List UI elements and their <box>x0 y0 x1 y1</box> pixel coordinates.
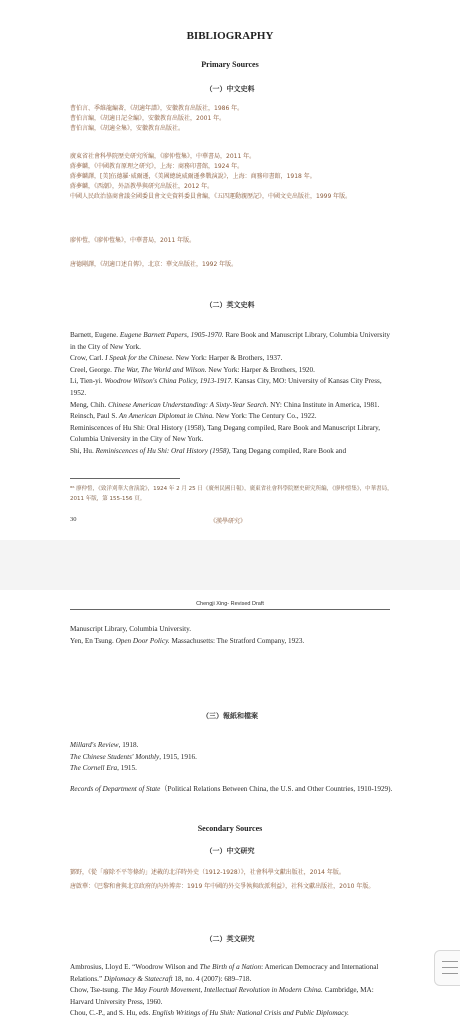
reference-item: 鄧野，《從「廢除不平等條約」述載的北洋時外史（1912-1928）》，社會科學文獻出版社，2014 年版。 <box>70 869 345 876</box>
reference-item: Records of Department of State（Political Relations Between China, the U.S. and Other Countries, 1910-1929). <box>70 785 393 793</box>
reference-item: Barnett, Eugene. Eugene Barnett Papers, 1905-1970. Rare Book and Manuscript Library, Columbia University in the City of New York. <box>70 331 390 351</box>
newspapers-archives-heading: （三）報紙和檔案 <box>202 712 258 720</box>
reference-item: Chow, Tse-tsung. The May Fourth Movement, Intellectual Revolution in Modern China. Cambridge, MA: Harvard University Press, 1960. <box>70 986 374 1006</box>
primary-sources-heading: Primary Sources <box>201 60 259 69</box>
reference-item: Yen, En Tsung. Open Door Policy. Massachusetts: The Stratford Company, 1923. <box>70 636 305 645</box>
handle-line-icon <box>442 973 458 974</box>
reference-item: Meng, Chih. Chinese American Understanding: A Sixty-Year Search. NY: China Institute in America, 1981. <box>70 400 380 409</box>
reference-item: Creel, George. The War, The World and Wilson. New York: Harper & Brothers, 1920. <box>70 365 315 374</box>
reference-item: 曹伯言編，《胡適全集》，安徽教育出版社。 <box>70 125 185 132</box>
continued-refs <box>70 624 396 647</box>
reference-item: 唐啟華：《巴黎和會與北京政府的內外博弈：1919 年中國的外交爭執與政派利益》，社科文獻出版社，2010 年版。 <box>70 883 375 890</box>
reference-item: Shi, Hu. Reminiscences of Hu Shi: Oral History (1958), Tang Degang compiled, Rare Book and <box>70 446 347 455</box>
page-title: BIBLIOGRAPHY <box>186 30 274 42</box>
chinese-sources-heading: （一）中文史料 <box>205 85 255 93</box>
reference-item: 廖仲愷，《廖仲愷集》，中華書局，2011 年版。 <box>70 237 196 244</box>
page-gap <box>0 540 460 590</box>
english-studies-heading: （二）英文研究 <box>205 935 255 943</box>
reference-item: 蔣夢麟，《西潮》，外語教學與研究出版社，2012 年。 <box>70 183 214 190</box>
reference-item: Reminiscences of Hu Shi: Oral History (1958), Tang Degang compiled, Rare Book and Manuscript Library, Columbia University in the City of New York. <box>70 423 381 444</box>
newspaper-refs <box>70 740 396 775</box>
english-studies <box>70 962 396 1020</box>
reference-item: 曹伯言、季維龍編著，《胡適年譜》，安徽教育出版社，1986 年。 <box>70 105 244 112</box>
reference-item: The Chinese Students' Monthly, 1915, 1916. <box>70 752 197 761</box>
english-sources-heading: （二）英文史料 <box>205 301 255 309</box>
reference-item: 蔣夢麟譯，[美]伍德羅·威爾遜，《美國總統威爾遜參戰演說》，上海：商務印書館，1918 年。 <box>70 173 316 180</box>
draft-header: Chengji Xing- Revised Draft <box>196 601 264 607</box>
page-number: 30 <box>70 516 77 523</box>
footnote-divider <box>70 478 180 479</box>
reference-item: 曹伯言編，《胡適日記全編》，安徽教育出版社，2001 年。 <box>70 115 226 122</box>
reference-item: Millard's Review, 1918. <box>70 741 139 749</box>
reference-item: Manuscript Library, Columbia University. <box>70 625 192 633</box>
chinese-refs-group-1 <box>70 104 396 134</box>
handle-line-icon <box>442 967 458 968</box>
handle-line-icon <box>442 961 458 962</box>
reference-item: 唐德剛譯，《胡適口述自傳》，北京：華文出版社，1992 年版。 <box>70 261 238 268</box>
bibliography-page-2 <box>0 590 460 1024</box>
reference-item: Chou, C.-P., and S. Hu, eds. English Writings of Hu Shih: National Crisis and Public Diplomacy. <box>70 1009 349 1018</box>
chinese-studies-heading: （一）中文研究 <box>205 847 255 855</box>
reference-item: Reinsch, Paul S. An American Diplomat in China. New York: The Century Co., 1922. <box>70 412 317 421</box>
chinese-refs-group-2 <box>70 152 396 202</box>
header-divider <box>70 609 390 610</box>
reference-item: 中國人民政治協商會議全國委員會文史資料委員會編，《五四運動親歷記》，中國文史出版社，1999 年版。 <box>70 193 352 200</box>
reference-item: The Cornell Era, 1915. <box>70 764 137 773</box>
reference-item: Crow, Carl. I Speak for the Chinese. New York: Harper & Brothers, 1937. <box>70 354 283 363</box>
secondary-sources-heading: Secondary Sources <box>197 824 263 833</box>
footnote: ⁸⁶ 廖仲愷，《致洋刈華大會演說》，1924 年 2 月 25 日《廣州民國日報》，廣東省社會科學院歷史研究所編，《廖仲愷集》，中華書局，2011 年版，第 155-156 頁。 <box>70 486 393 502</box>
chinese-studies <box>70 868 396 892</box>
reference-item: 蔣夢麟，《中國教育原理之研究》，上海：商務印書館，1924 年。 <box>70 163 244 170</box>
english-refs <box>70 330 396 458</box>
reference-item: Li, Tien-yi. Woodrow Wilson's China Policy, 1913-1917. Kansas City, MO: University of Kansas City Press, 1952. <box>70 377 382 397</box>
reference-item: Ambrosius, Lloyd E. “Woodrow Wilson and The Birth of a Nation: American Democracy and International Relations.” Diplomacy & Statecraft 18, no. 4 (2007): 689–718. <box>70 963 379 983</box>
journal-name: 《漢學研究》 <box>210 518 247 525</box>
reference-item: 廣東省社會科學院歷史研究所編，《廖仲愷集》，中華書局，2011 年。 <box>70 153 256 160</box>
scroll-handle[interactable] <box>434 950 460 986</box>
